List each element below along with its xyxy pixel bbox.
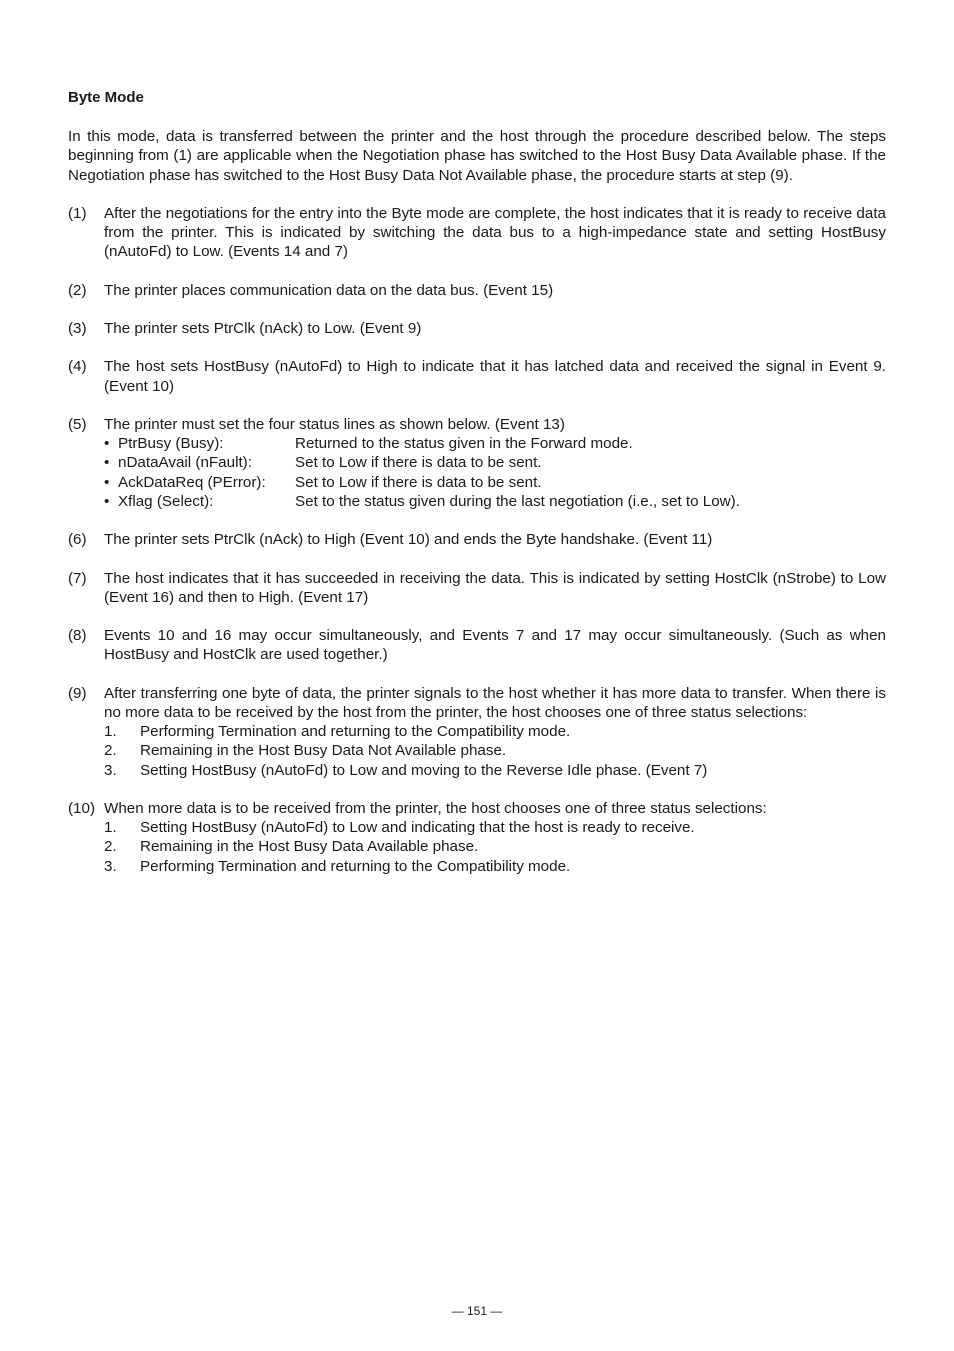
status-line-item — [104, 473, 886, 492]
option-item — [104, 857, 886, 876]
step-list — [68, 204, 886, 876]
step-text: The printer places communication data on the data bus. (Event 15) — [104, 281, 554, 299]
step-number: (6) — [68, 531, 87, 549]
option-item — [104, 761, 886, 780]
bullet-icon: • — [104, 473, 110, 491]
status-line-item — [104, 434, 886, 453]
step-8 — [68, 626, 886, 664]
option-list — [104, 722, 886, 780]
option-item — [104, 722, 886, 741]
step-body — [104, 415, 886, 511]
step-9 — [68, 684, 886, 780]
step-number: (5) — [68, 415, 87, 433]
option-number: 1. — [104, 723, 117, 741]
step-text: The printer sets PtrClk (nAck) to Low. (Event 9) — [104, 320, 422, 337]
option-text: Setting HostBusy (nAutoFd) to Low and indicating that the host is ready to receive. — [140, 819, 695, 837]
status-line-item — [104, 492, 886, 511]
status-line-desc: Set to the status given during the last negotiation (i.e., set to Low). — [295, 492, 740, 510]
step-6 — [68, 530, 886, 549]
step-text: When more data is to be received from the printer, the host chooses one of three status selections: — [104, 799, 767, 817]
step-3 — [68, 319, 886, 338]
intro-paragraph: In this mode, data is transferred between the printer and the host through the procedure described below. The steps beginning from (1) are applicable when the Negotiation phase has switched to the Host Busy Data Available phase. If the Negotiation phase has switched to the Host Busy Data Not Available phase, the procedure starts at step (9). — [68, 128, 886, 184]
option-text: Performing Termination and returning to the Compatibility mode. — [140, 723, 571, 741]
step-text: After the negotiations for the entry into the Byte mode are complete, the host indicates that it is ready to receive data from the printer. This is indicated by switching the data bus to a high-impedance state and setting HostBusy (nAutoFd) to Low. (Events 14 and 7) — [104, 204, 886, 261]
status-line-desc: Returned to the status given in the Forward mode. — [295, 435, 633, 453]
step-text: The printer must set the four status lines as shown below. (Event 13) — [104, 415, 565, 433]
step-text: Events 10 and 16 may occur simultaneously, and Events 7 and 17 may occur simultaneously. (Such as when HostBusy and HostClk are used together.) — [104, 627, 886, 664]
option-number: 2. — [104, 742, 117, 760]
step-number: (7) — [68, 569, 87, 587]
step-body — [104, 684, 886, 780]
step-text: The host indicates that it has succeeded in receiving the data. This is indicated by setting HostClk (nStrobe) to Low (Event 16) and then to High. (Event 17) — [104, 569, 886, 606]
status-line-term: nDataAvail (nFault): — [118, 454, 252, 472]
option-number: 3. — [104, 857, 117, 875]
status-line-term: PtrBusy (Busy): — [118, 435, 224, 453]
step-number: (1) — [68, 204, 87, 222]
bullet-icon: • — [104, 435, 110, 453]
option-text: Remaining in the Host Busy Data Not Available phase. — [140, 742, 507, 760]
status-line-list — [104, 434, 886, 511]
step-5 — [68, 415, 886, 511]
option-number: 2. — [104, 838, 117, 856]
bullet-icon: • — [104, 492, 110, 510]
status-line-term: AckDataReq (PError): — [118, 473, 266, 491]
step-number: (8) — [68, 627, 87, 645]
step-text: After transferring one byte of data, the printer signals to the host whether it has more data to transfer. When there is no more data to be received by the host from the printer, the host chooses one of three status selections: — [104, 684, 886, 721]
document-page — [68, 88, 886, 895]
status-line-item — [104, 453, 886, 472]
option-text: Setting HostBusy (nAutoFd) to Low and moving to the Reverse Idle phase. (Event 7) — [140, 761, 708, 779]
step-number: (9) — [68, 684, 87, 702]
step-number: (10) — [68, 799, 96, 817]
page-number: — 151 — — [451, 1304, 503, 1318]
option-item — [104, 818, 886, 837]
option-text: Remaining in the Host Busy Data Available phase. — [140, 838, 479, 856]
option-number: 1. — [104, 819, 117, 837]
section-heading: Byte Mode — [68, 89, 144, 106]
step-number: (2) — [68, 281, 87, 299]
step-body — [104, 799, 886, 876]
option-number: 3. — [104, 761, 117, 779]
step-1 — [68, 204, 886, 262]
step-4 — [68, 357, 886, 395]
option-list — [104, 818, 886, 876]
option-text: Performing Termination and returning to the Compatibility mode. — [140, 857, 571, 875]
step-2 — [68, 281, 886, 300]
step-7 — [68, 569, 886, 607]
step-10 — [68, 799, 886, 876]
option-item — [104, 837, 886, 856]
status-line-desc: Set to Low if there is data to be sent. — [295, 454, 542, 472]
bullet-icon: • — [104, 454, 110, 472]
step-number: (4) — [68, 358, 87, 376]
step-number: (3) — [68, 320, 87, 337]
status-line-desc: Set to Low if there is data to be sent. — [295, 473, 542, 491]
status-line-term: Xflag (Select): — [118, 492, 214, 510]
step-text: The printer sets PtrClk (nAck) to High (Event 10) and ends the Byte handshake. (Event 11) — [104, 531, 713, 549]
option-item — [104, 741, 886, 760]
step-text: The host sets HostBusy (nAutoFd) to High to indicate that it has latched data and received the signal in Event 9. (Event 10) — [104, 358, 886, 395]
